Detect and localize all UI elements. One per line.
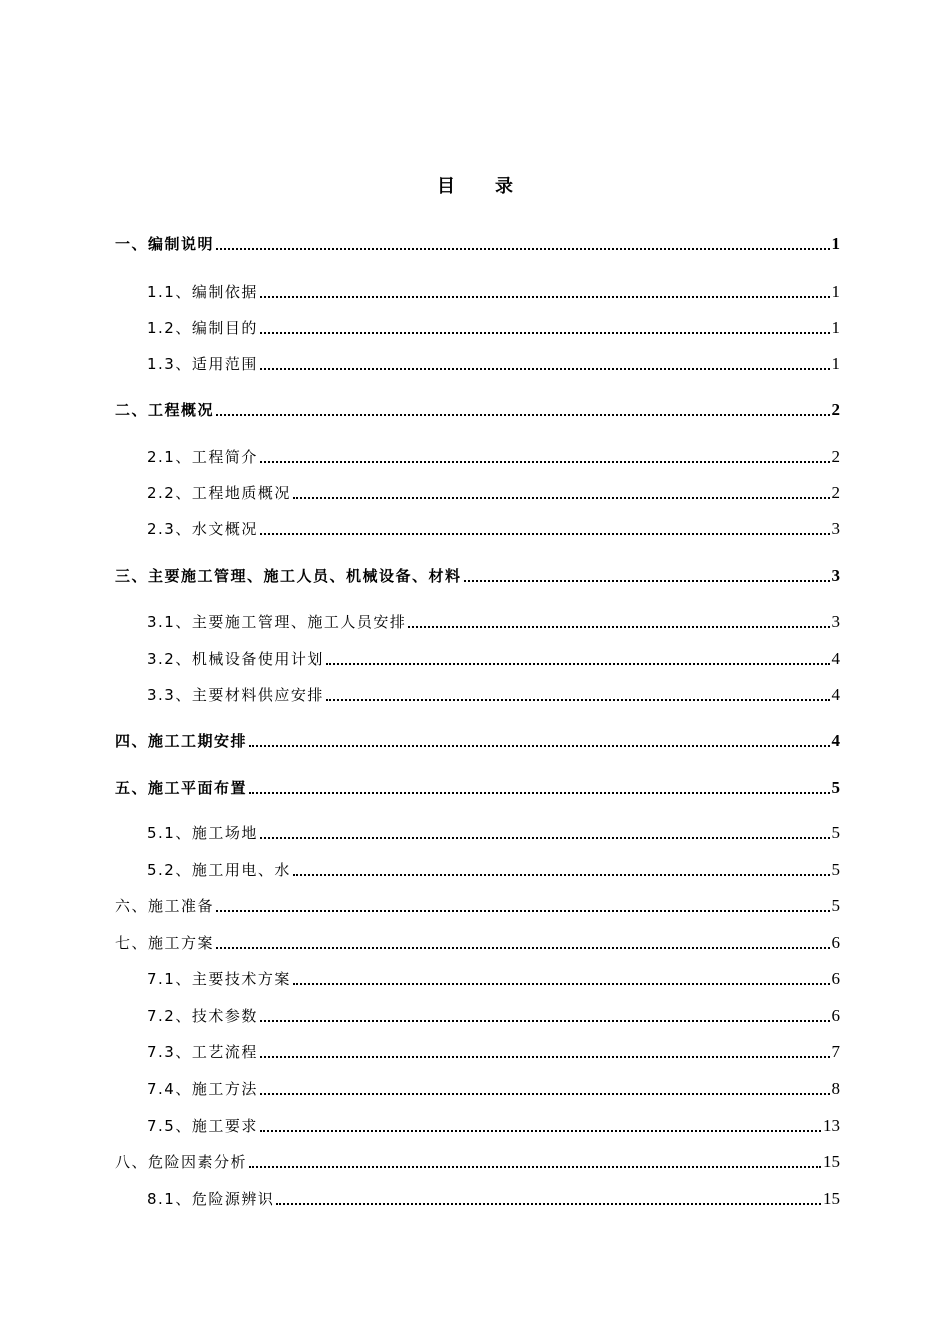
toc-entry-label: 3.1、主要施工管理、施工人员安排 — [147, 613, 407, 631]
toc-entry-label: 一、编制说明 — [115, 235, 215, 253]
toc-entry-2[interactable] — [115, 399, 840, 421]
toc-entry-1-3[interactable] — [147, 353, 840, 375]
toc-page-number: 15 — [823, 1152, 840, 1171]
toc-entry-5[interactable] — [115, 777, 840, 799]
toc-entry-label: 8.1、危险源辨识 — [147, 1190, 275, 1208]
toc-entry-label: 2.1、工程简介 — [147, 448, 258, 466]
toc-entry-label: 7.3、工艺流程 — [147, 1043, 258, 1061]
toc-leader-dots — [260, 533, 830, 535]
toc-entry-label: 3.2、机械设备使用计划 — [147, 650, 324, 668]
toc-entry-label: 三、主要施工管理、施工人员、机械设备、材料 — [115, 567, 462, 585]
toc-leader-dots — [293, 983, 830, 985]
toc-page-number: 15 — [823, 1189, 840, 1208]
toc-entry-2-1[interactable] — [147, 446, 840, 468]
toc-page-number: 5 — [831, 778, 840, 797]
toc-entry-label: 5.1、施工场地 — [147, 824, 258, 842]
toc-entry-label: 2.3、水文概况 — [147, 520, 258, 538]
toc-page-number: 2 — [831, 400, 840, 419]
toc-leader-dots — [216, 248, 829, 250]
toc-leader-dots — [260, 1056, 830, 1058]
toc-leader-dots — [293, 497, 830, 499]
toc-page-number: 1 — [831, 282, 840, 301]
toc-page-number: 6 — [831, 1006, 840, 1025]
toc-entry-5-1[interactable] — [147, 822, 840, 844]
toc-entry-label: 3.3、主要材料供应安排 — [147, 686, 324, 704]
toc-leader-dots — [260, 461, 830, 463]
toc-entry-7[interactable] — [115, 932, 840, 954]
toc-page-number: 7 — [831, 1042, 840, 1061]
toc-entry-4[interactable] — [115, 730, 840, 752]
toc-entry-3-1[interactable] — [147, 611, 840, 633]
toc-page-number: 4 — [831, 685, 840, 704]
toc-leader-dots — [276, 1203, 821, 1205]
toc-entry-label: 七、施工方案 — [115, 934, 215, 952]
toc-entry-label: 7.1、主要技术方案 — [147, 970, 291, 988]
toc-entry-label: 2.2、工程地质概况 — [147, 484, 291, 502]
toc-page-number: 1 — [831, 354, 840, 373]
toc-entry-label: 八、危险因素分析 — [115, 1153, 248, 1171]
toc-leader-dots — [293, 874, 830, 876]
toc-entry-label: 1.2、编制目的 — [147, 319, 258, 337]
toc-entry-3-3[interactable] — [147, 684, 840, 706]
toc-entry-label: 7.2、技术参数 — [147, 1007, 258, 1025]
toc-entry-7-3[interactable] — [147, 1041, 840, 1063]
toc-entry-label: 四、施工工期安排 — [115, 732, 248, 750]
toc-entry-7-1[interactable] — [147, 968, 840, 990]
toc-leader-dots — [216, 947, 829, 949]
toc-entry-7-4[interactable] — [147, 1078, 840, 1100]
toc-page-number: 5 — [831, 823, 840, 842]
toc-leader-dots — [260, 1020, 830, 1022]
toc-leader-dots — [260, 1130, 821, 1132]
toc-entry-label: 1.1、编制依据 — [147, 283, 258, 301]
toc-entry-7-2[interactable] — [147, 1005, 840, 1027]
toc-entry-label: 二、工程概况 — [115, 401, 215, 419]
toc-entry-5-2[interactable] — [147, 859, 840, 881]
toc-leader-dots — [249, 745, 829, 747]
toc-page-number: 6 — [831, 933, 840, 952]
toc-page-number: 3 — [831, 612, 840, 631]
toc-page-number: 1 — [831, 234, 840, 253]
toc-page-number: 4 — [831, 731, 840, 750]
toc-page-number: 3 — [831, 566, 840, 585]
toc-entry-label: 1.3、适用范围 — [147, 355, 258, 373]
toc-leader-dots — [249, 792, 829, 794]
toc-entry-8-1[interactable] — [147, 1188, 840, 1210]
toc-page-number: 5 — [831, 860, 840, 879]
toc-entry-7-5[interactable] — [147, 1115, 840, 1137]
page-title: 目录 — [437, 176, 553, 197]
toc-leader-dots — [216, 414, 829, 416]
toc-entry-label: 7.4、施工方法 — [147, 1080, 258, 1098]
toc-leader-dots — [464, 580, 830, 582]
toc-leader-dots — [260, 1093, 830, 1095]
toc-entry-2-3[interactable] — [147, 518, 840, 540]
toc-entry-3[interactable] — [115, 565, 840, 587]
toc-leader-dots — [408, 626, 829, 628]
toc-page-number: 2 — [831, 447, 840, 466]
toc-entry-3-2[interactable] — [147, 648, 840, 670]
toc-entry-8[interactable] — [115, 1151, 840, 1173]
toc-entry-label: 五、施工平面布置 — [115, 779, 248, 797]
toc-entry-label: 六、施工准备 — [115, 897, 215, 915]
toc-leader-dots — [260, 296, 830, 298]
toc-entry-label: 7.5、施工要求 — [147, 1117, 258, 1135]
toc-entry-6[interactable] — [115, 895, 840, 917]
toc-page-number: 2 — [831, 483, 840, 502]
toc-leader-dots — [260, 837, 830, 839]
toc-page-number: 8 — [831, 1079, 840, 1098]
toc-leader-dots — [249, 1166, 821, 1168]
toc-entry-1-2[interactable] — [147, 317, 840, 339]
toc-leader-dots — [260, 332, 830, 334]
toc-page-number: 6 — [831, 969, 840, 988]
toc-entry-1[interactable] — [115, 233, 840, 255]
toc-leader-dots — [326, 663, 830, 665]
toc-leader-dots — [216, 910, 829, 912]
toc-page-number: 3 — [831, 519, 840, 538]
toc-entry-label: 5.2、施工用电、水 — [147, 861, 291, 879]
toc-entry-1-1[interactable] — [147, 281, 840, 303]
toc-entry-2-2[interactable] — [147, 482, 840, 504]
toc-page-number: 1 — [831, 318, 840, 337]
toc-page-number: 5 — [831, 896, 840, 915]
toc-leader-dots — [260, 368, 830, 370]
toc-page-number: 13 — [823, 1116, 840, 1135]
toc-page-number: 4 — [831, 649, 840, 668]
toc-leader-dots — [326, 699, 830, 701]
